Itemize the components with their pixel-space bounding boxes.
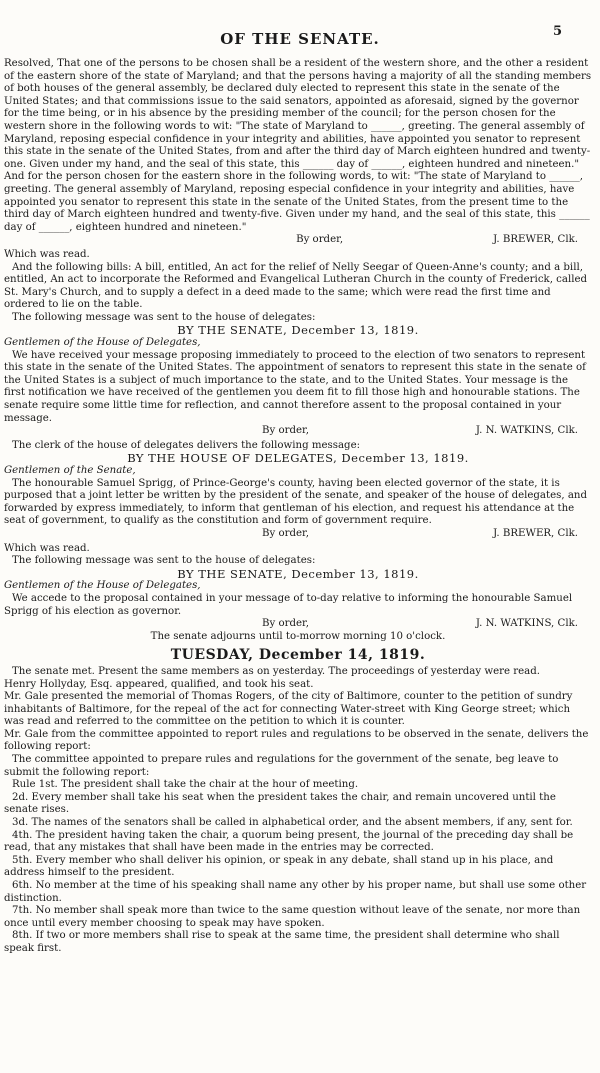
journal-page-text xyxy=(4,58,592,956)
signoff-by: By order, xyxy=(296,234,344,246)
running-head: OF THE SENATE. xyxy=(220,30,380,48)
rule-item: 3d. The names of the senators shall be called in alphabetical order, and the absent members, if any, sent for. xyxy=(12,817,573,829)
message-address: Gentlemen of the House of Delegates, xyxy=(4,337,201,349)
clerk-intro: The clerk of the house of delegates delivers the following message: xyxy=(12,439,361,451)
read-note: Which was read. xyxy=(4,542,90,554)
signoff-clerk: J. N. WATKINS, Clk. xyxy=(475,618,578,630)
rule-item: 5th. Every member who shall deliver his opinion, or speak in any debate, shall stand up in his place, and address himself to the president. xyxy=(4,854,554,879)
message-heading: BY THE SENATE, December 13, 1819. xyxy=(177,566,419,581)
message-body: We accede to the proposal contained in your message of to-day relative to informing the honourable Samuel Sprigg of his election as governor. xyxy=(4,592,573,617)
adjourn-note: The senate adjourns until to-morrow morning 10 o'clock. xyxy=(150,630,446,642)
signoff xyxy=(4,425,592,438)
message-body: We have received your message proposing immediately to proceed to the election of two senators to represent this state in the senate of the United States. The appointment of senators to represent this state in the senate of the United States is a subject of much importance to the state, and to the United States. Your message is the first notification we have received of the gentlemen you deem fit to fill those high and honourable stations. The senate require some little time for reflection, and cannot therefore assent to the proposal contained in your message. xyxy=(4,349,586,424)
signoff-by: By order, xyxy=(262,425,310,437)
sent-note: The following message was sent to the house of delegates: xyxy=(12,555,316,567)
message-body: The honourable Samuel Sprigg, of Prince-George's county, having been elected governor of the state, it is purposed that a joint letter be written by the president of the senate, and speaker of the house of delegates, and forwarded by express immediately, to inform that gentleman of his election, and request his attendance at the seat of government, to qualify as the constitution and form of government require. xyxy=(4,477,587,527)
signoff xyxy=(4,618,592,631)
rule-item: 7th. No member shall speak more than twice to the same question without leave of the senate, nor more than once until every member choosing to speak may have spoken. xyxy=(4,905,581,929)
message-address: Gentlemen of the House of Delegates, xyxy=(4,580,201,592)
signoff-clerk: J. BREWER, Clk. xyxy=(493,234,578,246)
gale-report: Mr. Gale from the committee appointed to report rules and regulations to be observed in the senate, delivers the following report: xyxy=(4,728,589,753)
rule-item: 4th. The president having taken the chair, a quorum being present, the journal of the preceding day shall be read, that any mistakes that shall have been made in the entries may be corrected. xyxy=(4,829,574,854)
gale-memorial: Mr. Gale presented the memorial of Thomas Rogers, of the city of Baltimore, counter to the petition of sundry inhabitants of Baltimore, for the repeal of the act for connecting Water-street with King George street; which was read and referred to the committee on the petition to which it is counter. xyxy=(4,691,573,728)
signoff-clerk: J. N. WATKINS, Clk. xyxy=(475,425,578,437)
sent-note: The following message was sent to the house of delegates: xyxy=(12,311,316,323)
message-address: Gentlemen of the Senate, xyxy=(4,465,136,476)
hollyday-note: Henry Hollyday, Esq. appeared, qualified, and took his seat. xyxy=(4,678,314,690)
day-heading: TUESDAY, December 14, 1819. xyxy=(170,647,426,664)
read-note: Which was read. xyxy=(4,248,90,260)
page-number: 5 xyxy=(552,24,562,39)
signoff-clerk: J. BREWER, Clk. xyxy=(493,527,578,539)
senate-met: The senate met. Present the same members as on yesterday. The proceedings of yesterday were read. xyxy=(12,665,540,677)
signoff xyxy=(4,528,592,541)
signoff xyxy=(4,234,592,247)
rule-item: 2d. Every member shall take his seat when the president takes the chair, and remain uncovered until the senate rises. xyxy=(4,791,556,816)
signoff-by: By order, xyxy=(262,527,310,539)
committee-report: The committee appointed to prepare rules and regulations for the government of the senate, beg leave to submit the following report: xyxy=(4,754,559,778)
bills-paragraph: And the following bills: A bill, entitled, An act for the relief of Nelly Seegar of Queen-Anne's county; and a bill, entitled, An act to incorporate the Reformed and Evangelical Lutheran Church in the county of Frederick, called St. Mary's Church, and to supply a defect in a deed made to the same; which were read the first time and ordered to lie on the table. xyxy=(4,261,588,311)
message-heading: BY THE HOUSE OF DELEGATES, December 13, 1819. xyxy=(127,451,469,466)
signoff-by: By order, xyxy=(262,618,310,630)
resolution-paragraph: Resolved, That one of the persons to be chosen shall be a resident of the western shore, and the other a resident of the eastern shore of the state of Maryland; and that the persons having a majority of all the standing members of both houses of the general assembly, be declared duly elected to represent this state in the senate of the United States; and that commissions issue to the said senators, appointed as aforesaid, signed by the governor for the time being, or in his absence by the presiding member of the council; for the person chosen for the western shore in the following words to wit: "The state of Maryland to ______, greeting. The general assembly of Maryland, reposing especial confidence in your integrity and abilities, have appointed you senator to represent this state in the senate of the United States, from and after the third day of March eighteen hundred and twenty-one. Given under my hand, and the seal of this state, this ______ day of ______, eighteen hundred and nineteen." And for the person chosen for the eastern shore in the following words, to wit: "The state of Maryland to ______, greeting. The general assembly of Maryland, reposing especial confidence in your integrity and abilities, have appointed you senator to represent this state in the senate of the United States, from the present time to the third day of March eighteen hundred and twenty-five. Given under my hand, and the seal of this state, this ______ day of ______, eighteen hundred and nineteen." xyxy=(4,58,592,233)
rule-item: 6th. No member at the time of his speaking shall name any other by his proper name, but shall use some other distinction. xyxy=(4,880,587,904)
rule-item: Rule 1st. The president shall take the chair at the hour of meeting. xyxy=(12,779,359,791)
message-heading: BY THE SENATE, December 13, 1819. xyxy=(177,323,419,338)
rule-item: 8th. If two or more members shall rise to speak at the same time, the president shall determine who shall speak first. xyxy=(4,930,560,954)
